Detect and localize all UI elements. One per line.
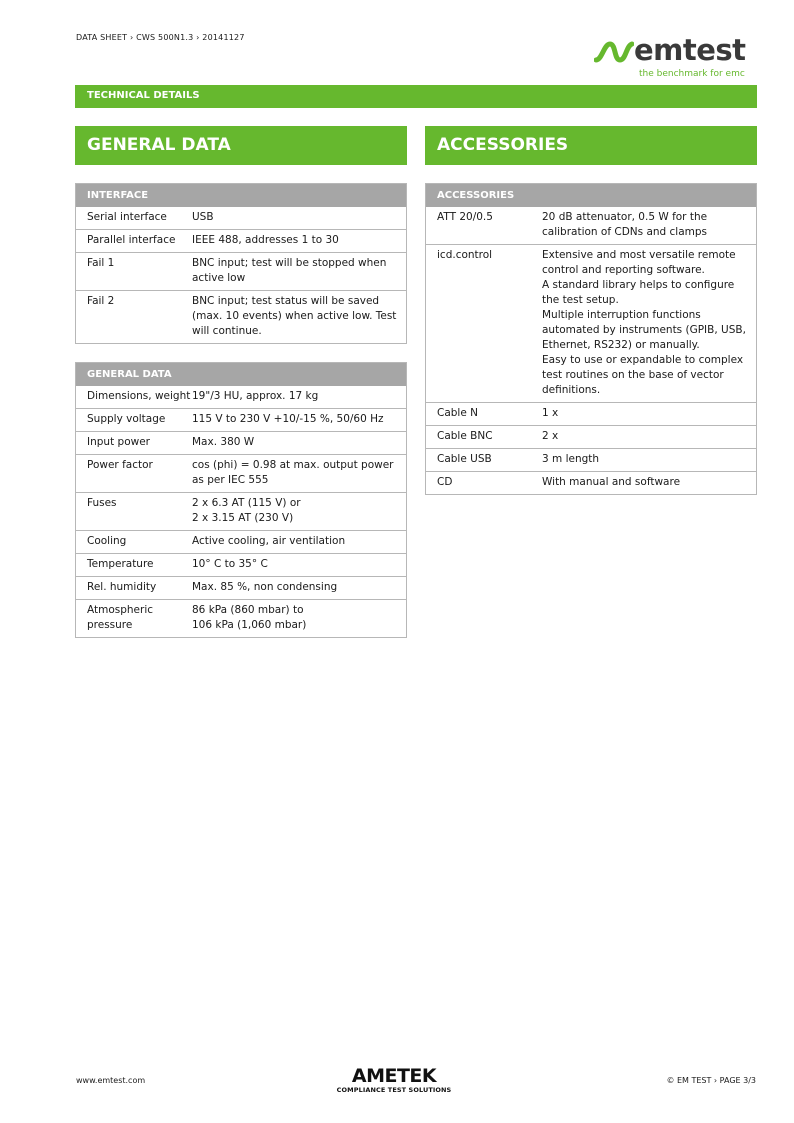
table-row: [76, 207, 406, 230]
ametek-logo: [332, 1066, 456, 1094]
row-value-line: 115 V to 230 V +10/-15 %, 50/60 Hz: [192, 413, 384, 425]
row-value-line: Extensive and most versatile remote control and reporting software.: [542, 249, 736, 276]
right-column: [425, 126, 757, 495]
table-row: [426, 207, 756, 245]
breadcrumb: DATA SHEET › CWS 500N1.3 › 20141127: [76, 33, 245, 42]
row-value-line: IEEE 488, addresses 1 to 30: [192, 234, 339, 246]
row-label: Fuses: [87, 497, 117, 509]
table-row: [426, 245, 756, 403]
row-value-line: Easy to use or expandable to complex test routines on the base of vector definitions.: [542, 354, 744, 396]
row-value: [542, 452, 756, 467]
row-label: Cable USB: [437, 453, 492, 465]
row-value: [192, 412, 406, 427]
row-value: [192, 210, 406, 225]
section-title-general-data: GENERAL DATA: [75, 126, 407, 165]
row-value: [192, 458, 406, 488]
table-row: [76, 577, 406, 600]
row-label: Serial interface: [87, 211, 167, 223]
row-value: [192, 233, 406, 248]
row-value: [192, 603, 406, 633]
section-title-accessories: ACCESSORIES: [425, 126, 757, 165]
table-row: [76, 230, 406, 253]
logo-tagline: the benchmark for emc: [639, 69, 745, 79]
table-row: [76, 493, 406, 531]
row-value-line: 20 dB attenuator, 0.5 W for the calibration of CDNs and clamps: [542, 211, 708, 238]
table-row: [76, 386, 406, 409]
row-label: Cable BNC: [437, 430, 493, 442]
row-value-line: 2 x: [542, 430, 559, 442]
row-label: Temperature: [87, 558, 154, 570]
table-row: [76, 409, 406, 432]
row-value: [192, 294, 406, 339]
row-value: [192, 389, 406, 404]
emtest-logo: [594, 33, 758, 82]
row-label: Dimensions, weight: [87, 390, 191, 402]
row-label: Supply voltage: [87, 413, 166, 425]
table-header: ACCESSORIES: [426, 184, 756, 207]
technical-details-banner: [75, 85, 757, 108]
row-value-line: A standard library helps to configure the test setup.: [542, 279, 735, 306]
row-value-line: Multiple interruption functions automated by instruments (GPIB, USB, Ethernet, RS232) or manually.: [542, 309, 746, 351]
ametek-subtitle: COMPLIANCE TEST SOLUTIONS: [336, 1086, 452, 1094]
row-value-line: With manual and software: [542, 476, 681, 488]
row-value: [192, 534, 406, 549]
row-value: [542, 475, 756, 490]
left-tables: [75, 183, 407, 638]
row-label: Atmospheric pressure: [87, 604, 154, 631]
table-row: [76, 531, 406, 554]
row-value: [192, 580, 406, 595]
ametek-wordmark: AMETEK: [351, 1065, 437, 1087]
row-value-line: 106 kPa (1,060 mbar): [192, 619, 307, 631]
row-value: [542, 429, 756, 444]
right-tables: [425, 183, 757, 495]
table-row: [76, 600, 406, 638]
table-row: [426, 403, 756, 426]
table-header: INTERFACE: [76, 184, 406, 207]
row-value: [192, 256, 406, 286]
table-row: [76, 554, 406, 577]
row-value-line: 3 m length: [542, 453, 600, 465]
row-value: [542, 406, 756, 421]
row-label: Cable N: [437, 407, 479, 419]
table-row: [76, 432, 406, 455]
row-label: Parallel interface: [87, 234, 176, 246]
table-header: GENERAL DATA: [76, 363, 406, 386]
website-link[interactable]: www.emtest.com: [76, 1076, 146, 1085]
row-label: Cooling: [87, 535, 127, 547]
row-value: [542, 248, 756, 398]
row-value-line: 19"/3 HU, approx. 17 kg: [192, 390, 319, 402]
row-value-line: 2 x 6.3 AT (115 V) or: [192, 497, 301, 509]
table-row: [426, 426, 756, 449]
table-row: [426, 472, 756, 495]
row-label: Input power: [87, 436, 150, 448]
page-number: © EM TEST › PAGE 3/3: [666, 1076, 756, 1085]
row-value-line: USB: [192, 211, 214, 223]
row-label: icd.control: [437, 249, 493, 261]
wave-icon: [594, 40, 634, 64]
row-value-line: BNC input; test status will be saved (max. 10 events) when active low. Test will continue.: [192, 295, 397, 337]
row-value-line: Max. 85 %, non condensing: [192, 581, 338, 593]
banner-label: TECHNICAL DETAILS: [87, 90, 200, 101]
row-value-line: Active cooling, air ventilation: [192, 535, 346, 547]
row-value: [192, 435, 406, 450]
row-value: [542, 210, 756, 240]
row-label: Fail 2: [87, 295, 115, 307]
row-label: CD: [437, 476, 453, 488]
row-value-line: 86 kPa (860 mbar) to: [192, 604, 304, 616]
table-row: [426, 449, 756, 472]
row-label: Rel. humidity: [87, 581, 157, 593]
row-label: Power factor: [87, 459, 153, 471]
spec-table: [75, 183, 407, 344]
row-value: [192, 557, 406, 572]
table-row: [76, 291, 406, 344]
row-value-line: 10° C to 35° C: [192, 558, 268, 570]
table-row: [76, 455, 406, 493]
row-value-line: 2 x 3.15 AT (230 V): [192, 512, 294, 524]
row-value-line: 1 x: [542, 407, 559, 419]
row-label: Fail 1: [87, 257, 115, 269]
spec-table: [75, 362, 407, 638]
row-value-line: BNC input; test will be stopped when active low: [192, 257, 387, 284]
table-row: [76, 253, 406, 291]
row-value-line: cos (phi) = 0.98 at max. output power as per IEC 555: [192, 459, 394, 486]
row-value: [192, 496, 406, 526]
row-label: ATT 20/0.5: [437, 211, 493, 223]
spec-table: [425, 183, 757, 495]
row-value-line: Max. 380 W: [192, 436, 255, 448]
logo-wordmark: emtest: [634, 33, 746, 67]
left-column: [75, 126, 407, 638]
